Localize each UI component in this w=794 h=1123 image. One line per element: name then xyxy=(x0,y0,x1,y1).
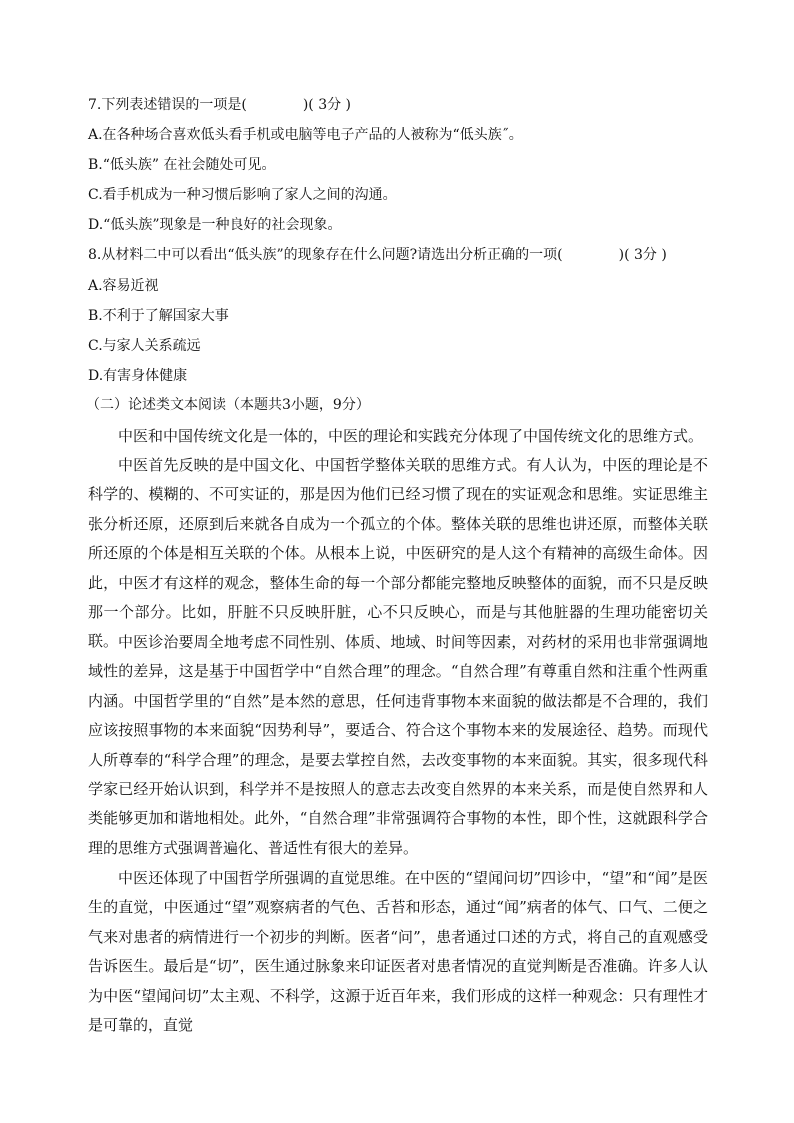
passage-paragraph-3: 中医诊治要周全地考虑不同性别、体质、地域、时间等因素，对药材的采用也非常强调地域性的差异，这是基于中国哲学中“自然合理”的理念。“自然合理”有尊重自然和注重个性两重内涵。中国哲学里的“自然”是本然的意思，任何违背事物本来面貌的做法都是不合理的，我们应该按照事物的本来面貌“因势利导”，要适合、符合这个事物本来的发展途径、趋势。而现代人所尊奉的“科学合理”的理念，是要去掌控自然，去改变事物的本来面貌。其实，很多现代科学家已经开始认识到，科学并不是按照人的意志去改变自然界的本来关系，而是使自然界和人类能够更加和谐地相处。此外，“自然合理”非常强调符合事物的本性，即个性，这就跟科学合理的思维方式强调普遍化、普适性有很大的差异。 xyxy=(88,633,708,857)
question-8-option-b: B.不利于了解国家大事 xyxy=(88,308,229,324)
question-8-option-a: A.容易近视 xyxy=(88,278,159,294)
question-7-option-d: D.“低头族”现象是一种良好的社会现象。 xyxy=(88,217,342,233)
question-7-option-a: A.在各种场合喜欢低头看手机或电脑等电子产品的人被称为“低头族˝。 xyxy=(88,127,523,143)
question-7-option-c: C.看手机成为一种习惯后影响了家人之间的沟通。 xyxy=(88,187,397,203)
passage-paragraph-4: 中医还体现了中国哲学所强调的直觉思维。在中医的“望闻问切”四诊中，“望”和“闻”是医生的直觉，中医通过“望”观察病者的气色、舌苔和形态，通过“闻”病者的体气、口气、二便之气来对患者的病情进行一个初步的判断。医者“问”，患者通过口述的方式，将自己的直观感受告诉医生。最后是“切”，医生通过脉象来印证医者对患者情况的直觉判断是否准确。许多人认为中医“望闻问切”太主观、不科学，这源于近百年来，我们形成的这样一种观念：只有理性才是可靠的，直觉 xyxy=(88,869,708,1035)
question-8-option-d: D.有害身体健康 xyxy=(88,368,188,384)
section-title: （二）论述类文本阅读（本题共3小题，9分） xyxy=(86,397,370,413)
passage-paragraph-1: 中医和中国传统文化是一体的，中医的理论和实践充分体现了中国传统文化的思维方式。 xyxy=(118,427,704,445)
question-7-stem: 7.下列表述错误的一项是( )( 3分 ) xyxy=(88,97,352,113)
passage-paragraph-2: 中医首先反映的是中国文化、中国哲学整体关联的思维方式。有人认为，中医的理论是不科学的、模糊的、不可实证的，那是因为他们已经习惯了现在的实证观念和思维。实证思维主张分析还原，还原到后来就各自成为一个孤立的个体。整体关联的思维也讲还原，而整体关联所还原的个体是相互关联的个体。从根本上说，中医研究的是人这个有精神的高级生命体。因此，中医才有这样的观念，整体生命的每一个部分都能完整地反映整体的面貌，而不只是反映那一个部分。比如，肝脏不只反映肝脏，心不只反映心，而是与其他脏器的生理功能密切关联。 xyxy=(88,456,708,651)
question-8-stem: 8.从材料二中可以看出“低头族”的现象存在什么问题?请选出分析正确的一项( )( 3分 ) xyxy=(88,247,667,263)
question-8-option-c: C.与家人关系疏远 xyxy=(88,338,201,354)
question-7-option-b: B.“低头族” 在社会随处可见。 xyxy=(88,157,276,173)
